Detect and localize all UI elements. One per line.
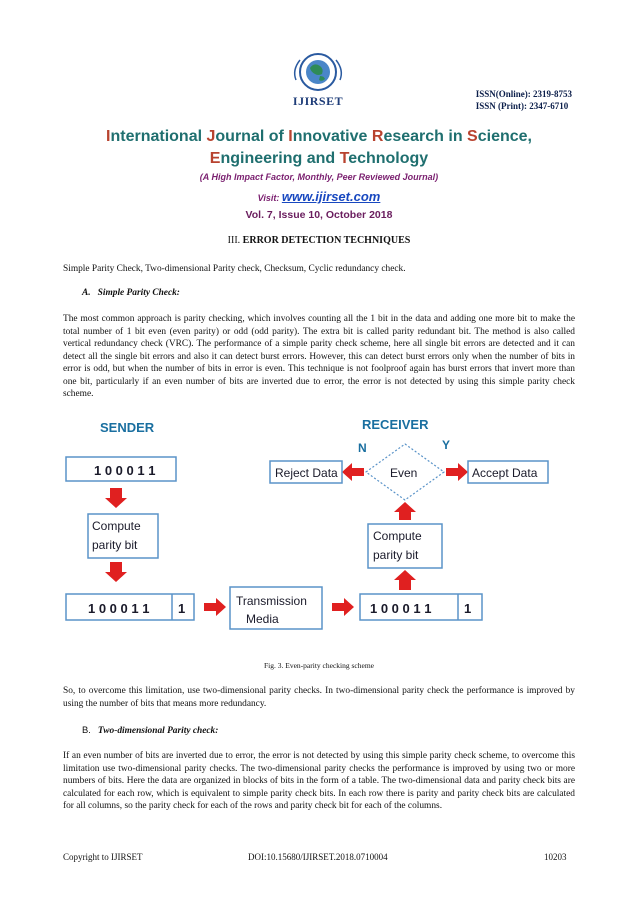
paragraph-simple-parity: The most common approach is parity checking, which involves counting all the 1 bit in the data and adding one more bit to make the total number of 1 bit even (even parity) or odd (odd parity). The extra bit is called parity redundant bit. The method is also called vertical redundancy check (VRC). The performance of a simple parity check scheme, here all single bit errors are detected and it can detect all the single bit errors and also it can detect burst errors. However, this can detect burst errors only when the number of bits in error is odd, but when the number of bits in error is even. This technique is not foolproof again has burst errors that invert more than one bit, particularly if an even number of bits are inverted due to error, the error is not detected by using this simple parity check scheme.: [63, 314, 575, 399]
yes-label: Y: [442, 438, 451, 452]
section-number: III.: [227, 235, 241, 246]
section-heading: [0, 235, 638, 246]
issn-online: ISSN(Online): 2319-8753: [475, 89, 572, 99]
subheading-a-title: Simple Parity Check:: [97, 288, 180, 298]
jt-part: J: [206, 128, 216, 145]
journal-title-line1: [0, 126, 638, 148]
paragraph-after-figure: So, to overcome this limitation, use two-dimensional parity checks. In two-dimensional parity check the performance is improved by using the number of bits that means more redundancy.: [63, 686, 575, 709]
arrow-down-icon: [105, 488, 127, 508]
arrow-left-icon: [342, 463, 364, 481]
footer-copyright: Copyright to IJIRSET: [63, 852, 143, 862]
intro-text: Simple Parity Check, Two-dimensional Parity check, Checksum, Cyclic redundancy check.: [63, 264, 406, 274]
figure-caption: Fig. 3. Even-parity checking scheme: [264, 661, 374, 670]
subheading-a: [82, 288, 180, 298]
jt-part: echnology: [348, 150, 429, 167]
subheading-a-letter: A.: [82, 288, 91, 298]
journal-title-line2: [0, 148, 638, 170]
jt-part: ngineering and: [220, 150, 340, 167]
visit-label: Visit:: [257, 193, 280, 203]
arrow-down-icon: [105, 562, 127, 582]
even-label: Even: [390, 466, 418, 480]
reject-label: Reject Data: [275, 466, 338, 480]
jt-part: R: [371, 128, 384, 145]
website-link[interactable]: www.ijirset.com: [281, 189, 381, 204]
impact-line: (A High Impact Factor, Monthly, Peer Reviewed Journal): [199, 172, 439, 182]
jt-part: I: [288, 128, 293, 145]
transmission-line1: Transmission: [236, 594, 307, 608]
subheading-b-title: Two-dimensional Parity check:: [97, 726, 219, 736]
journal-title: [0, 126, 638, 170]
receiver-compute-line1: Compute: [373, 529, 422, 543]
arrow-up-icon: [394, 570, 416, 590]
received-codeword-parity: 1: [464, 601, 472, 616]
footer-doi: DOI:10.15680/IJIRSET.2018.0710004: [248, 852, 388, 862]
footer-page-number: 10203: [544, 852, 567, 862]
paragraph-two-dimensional: If an even number of bits are inverted due to error, the error is not detected by using this simple parity check scheme, to overcome this limitation use two-dimensional parity checks. The two-dimensional parity checks the performance is improved by using two or more numbers of bits. Here the data are organized in blocks of bits in the form of a table. The two-dimensional data and parity check bits are calculated for each row, which is equivalent to simple parity check bits. In each row there is parity and parity check bits are calculated for all columns, so the parity check for each of the rows and parity check bit for each of the columns.: [63, 751, 575, 811]
receiver-compute-line2: parity bit: [373, 548, 419, 562]
parity-diagram: [60, 412, 580, 662]
sender-codeword-data: 1 0 0 0 1 1: [88, 601, 150, 616]
transmission-line2: Media: [246, 612, 279, 626]
jt-part: S: [467, 128, 478, 145]
sender-codeword-parity: 1: [178, 601, 186, 616]
arrow-right-icon: [332, 598, 354, 616]
no-label: N: [358, 441, 367, 455]
sender-compute-line2: parity bit: [92, 538, 138, 552]
arrow-up-icon: [394, 502, 416, 520]
arrow-right-icon: [204, 598, 226, 616]
subheading-b-letter: B.: [82, 724, 91, 735]
received-codeword-data: 1 0 0 0 1 1: [370, 601, 432, 616]
jt-part: E: [209, 150, 221, 167]
jt-part: T: [339, 150, 349, 167]
visit-line: [0, 189, 638, 204]
jt-part: I: [106, 128, 111, 145]
arrow-right-icon: [446, 463, 468, 481]
logo-text: IJIRSET: [292, 94, 344, 108]
issn-print: ISSN (Print): 2347-6710: [475, 101, 569, 111]
receiver-label: RECEIVER: [362, 417, 429, 432]
accept-label: Accept Data: [472, 466, 538, 480]
section-title: ERROR DETECTION TECHNIQUES: [242, 235, 411, 246]
jt-part: ournal of: [215, 128, 289, 145]
jt-part: nnovative: [292, 128, 372, 145]
jt-part: nternational: [110, 128, 207, 145]
sender-label: SENDER: [100, 420, 155, 435]
sender-compute-line1: Compute: [92, 519, 141, 533]
volume-line: Vol. 7, Issue 10, October 2018: [245, 209, 393, 221]
jt-part: cience,: [477, 128, 532, 145]
jt-part: esearch in: [383, 128, 468, 145]
sender-data: 1 0 0 0 1 1: [94, 463, 156, 478]
issn-block: [476, 88, 572, 112]
subheading-b: [82, 724, 218, 736]
